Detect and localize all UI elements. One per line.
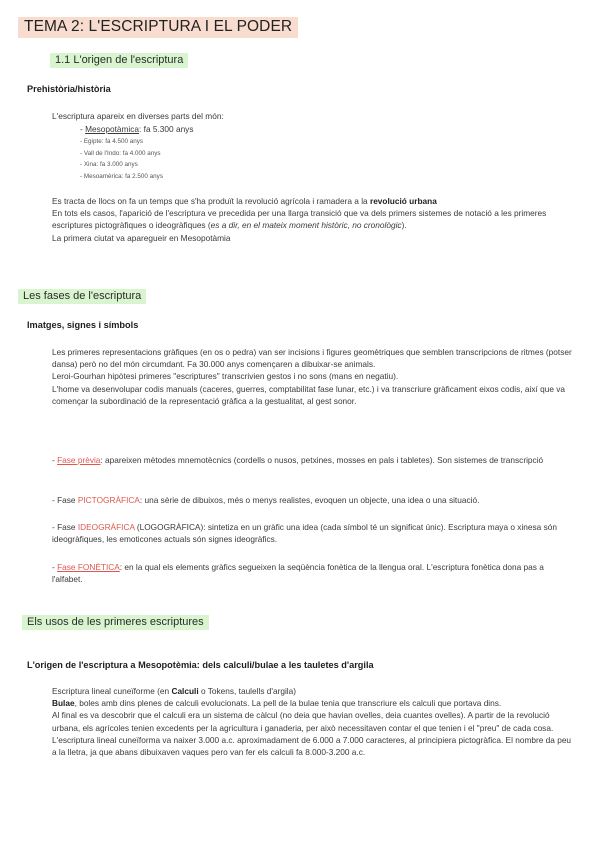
subheading-prehistoria: Prehistòria/història xyxy=(27,84,111,94)
ideografica-term: IDEOGRÀFICA xyxy=(77,522,135,532)
paragraph-representacions: Les primeres representacions gràfiques (en os o pedra) van ser incisions i figures geomètriques que semblen transcripcions de ritmes (potser dansa) però no del món circumdant. Fa 30.000 anys començaren a dibuixar-se animals. Leroi-Gourhan hipòtesi primeres "escriptures" transcrivien gestos i no sons (mans en negatiu). L'home va desenvolupar codis manuals (caceres, guerres, comptabilitat fase lunar, etc.) i va transcriure gràficament eixos codis, així que va començar la subordinació de la representació gràfica a la gestualitat, al gest sonor. xyxy=(52,347,572,406)
list-item: - Xina: fa 3.000 anys xyxy=(80,161,138,168)
fase-pictografica: - Fase PICTOGRÀFICA: una sèrie de dibuixos, més o menys realistes, evoquen un objecte, una idea o una situació. xyxy=(52,495,480,505)
fase-previa-link[interactable]: Fase prèvia xyxy=(57,455,101,465)
section-heading-usos: Els usos de les primeres escriptures xyxy=(22,615,209,630)
pictografica-term: PICTOGRÀFICA xyxy=(77,495,140,505)
list-item-mesopotamia: - Mesopotàmica: fa 5.300 anys xyxy=(80,124,194,134)
section-heading-origen: 1.1 L'origen de l'escriptura xyxy=(50,53,188,68)
fase-fonetica-link[interactable]: Fase FONÈTICA xyxy=(57,562,120,572)
fase-fonetica: - Fase FONÈTICA: en la qual els elements gràfics segueixen la seqüència fonètica de la llengua oral. L'escriptura fonètica dona pas a l'alfabet. xyxy=(52,562,544,585)
intro-text: L'escriptura apareix en diverses parts del món: xyxy=(52,111,224,121)
page-title: TEMA 2: L'ESCRIPTURA I EL PODER xyxy=(18,17,298,38)
subheading-imatges: Imatges, signes i símbols xyxy=(27,320,139,330)
paragraph-cuneiforme: Escriptura lineal cuneïforme (en Calculi o Tokens, taulells d'argila) Bulae, boles amb dins plenes de calculi evolucionats. La pell de la bulae tenia que transcriure els calculi que portava dins. Al final es va descobrir que el calculi era un sistema de càlcul (no deia que havian ovelles, deia cuantes ovelles). A partir de la revolució urbana, els agrícoles tenien excedents per la agricultura i ganaderia, per això necessitaven contar el que tenien i el "preu" de cada cosa. L'escriptura lineal cuneïforma va naixer 3.000 a.c. aproximadament de 6.000 a 7.000 caracteres, al principiera pictogràfica. El nombre da peu a la lletra, ja que abans dibuixaven vaques pero van fer els calculi fa 8.000-3.200 a.c. xyxy=(52,686,572,758)
fase-ideografica: - Fase IDEOGRÀFICA (LOGOGRÀFICA): sintetiza en un gràfic una idea (cada símbol té un significat únic). Escriptura maya o xinesa són ideogràfiques, les emoticones actuals són signes ideogràfics. xyxy=(52,522,557,545)
section-heading-fases: Les fases de l'escriptura xyxy=(18,289,146,304)
mesopotamia-link[interactable]: Mesopotàmica xyxy=(85,124,140,134)
fase-previa: - Fase prèvia: apareixen mètodes mnemotècnics (cordells o nusos, petxines, mosses en pals i tabletes). Son sistemes de transcripció xyxy=(52,455,544,465)
paragraph-revolucio: Es tracta de llocs on fa un temps que s'ha produït la revolució agrícola i ramadera a la revolució urbana En tots els casos, l'aparició de l'escriptura ve precedida per una llarga transició que va dels primers sistemes de notació a les primeres escriptures pictogràfiques o ideogràfiques (es a dir, en el mateix moment històric, no cronològic). La primera ciutat va aparegueir en Mesopotàmia xyxy=(52,196,547,243)
list-item: - Vall de l'Indo: fa 4.000 anys xyxy=(80,149,161,157)
list-item: - Mesoamèrica: fa 2.500 anys xyxy=(80,172,163,180)
subheading-mesopotamia: L'origen de l'escriptura a Mesopotèmia: dels calculi/bulae a les tauletes d'argila xyxy=(27,660,374,670)
list-item: - Egipte: fa 4.500 anys xyxy=(80,138,144,145)
